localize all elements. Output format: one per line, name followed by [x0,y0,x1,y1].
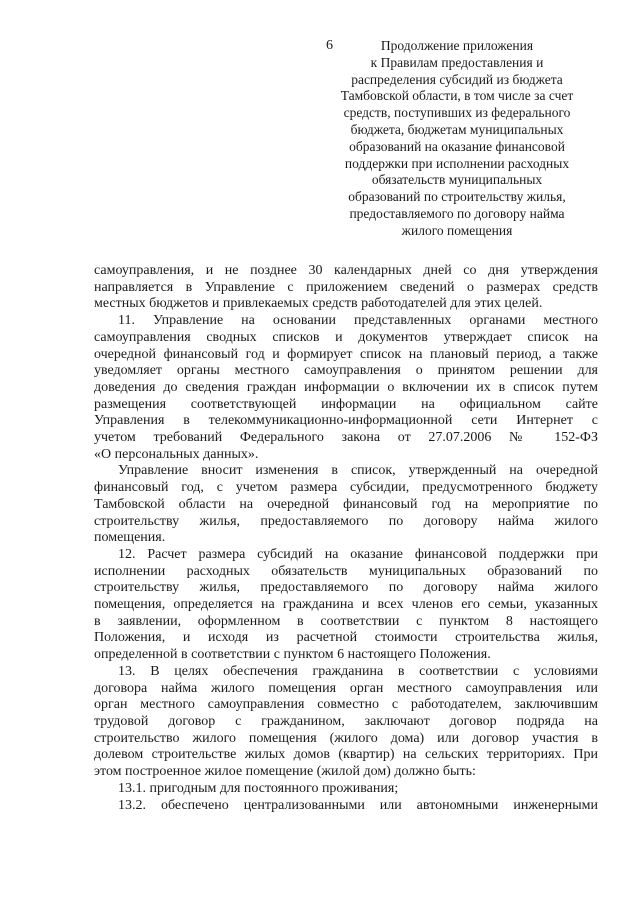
paragraph-line: «О персональных данных». [94,446,259,462]
header-line: поддержки при исполнении расходных [344,155,570,171]
paragraph-line: Тамбовской области на очередной финансовый год на мероприятие по [94,496,598,512]
paragraph-line: 13. В целях обеспечения гражданина в соответствии с условиями [118,663,598,679]
paragraph-line: размещения соответствующей информации на официальном сайте [94,396,598,412]
header-line: к Правилам предоставления и [370,54,544,70]
header-line: распределения субсидий из бюджета [351,71,563,87]
paragraph-line: самоуправления сводных списков и документов утверждает список на [94,329,598,345]
paragraph-line: местных бюджетов и привлекаемых средств работодателей для этих целей. [94,296,543,312]
paragraph-line: строительство жилого помещения (жилого дома) или договор участия в [94,730,598,746]
header-line: образований по строительству жилья, [348,189,566,205]
appendix-header [318,38,596,240]
paragraph-line: Управление вносит изменения в список, утвержденный на очередной [118,463,598,479]
header-line: жилого помещения [401,222,513,238]
header-line: бюджета, бюджетам муниципальных [350,121,564,137]
paragraph-line: учетом требований Федерального закона от 27.07.2006 № 152-ФЗ [94,430,598,446]
paragraph-line: самоуправления, и не позднее 30 календарных дней со дня утверждения [94,263,598,278]
paragraph-line: 12. Расчет размера субсидий на оказание финансовой поддержки при [118,546,598,562]
paragraph-line: очередной финансовый год и формирует список на плановый период, а также [94,346,598,362]
paragraph-line: финансовый год, с учетом размера субсидии, предусмотренного бюджету [94,480,598,496]
paragraph-line: 11. Управление на основании представленных органами местного [118,313,598,329]
page-number: 6 [326,38,333,53]
paragraph-line: уведомляет органы местного самоуправления о принятом решении для [94,363,598,379]
paragraph-line: исполнении расходных обязательств муниципальных образований по [94,563,598,579]
header-line: средств, поступивших из федерального [343,105,571,121]
body-text [94,263,598,814]
header-line: Тамбовской области, в том числе за счет [340,88,574,104]
header-line: Продолжение приложения [380,38,534,53]
paragraph-line: доведения до сведения граждан информации о включении их в список путем [94,379,598,395]
paragraph-line: направляется в Управление с приложением сведений о размерах средств [94,279,598,295]
paragraph-line: договора найма жилого помещения орган местного самоуправления или [94,680,598,696]
paragraph-line: долевом строительстве жилых домов (квартир) на сельских территориях. При [94,747,598,763]
paragraph-line: помещения, определяется на гражданина и всех членов его семьи, указанных [94,597,598,613]
paragraph-line: орган местного самоуправления совместно с работодателем, заключившим [94,697,598,713]
header-line: образований на оказание финансовой [349,138,565,154]
paragraph-line: трудовой договор с гражданином, заключают договор подряда на [94,713,598,729]
paragraph-line: в заявлении, оформленном в соответствии с пунктом 8 настоящего [94,613,598,629]
paragraph-line: 13.2. обеспечено централизованными или автономными инженерными [118,797,598,813]
paragraph-line: Управления в телекоммуникационно-информационной сети Интернет с [94,413,598,429]
header-line: предоставляемого по договору найма [349,205,565,221]
paragraph-line: помещения. [94,530,166,546]
header-line: обязательств муниципальных [371,172,543,188]
paragraph-line: строительству жилья, предоставляемого по договору найма жилого [94,513,598,529]
paragraph-line: 13.1. пригодным для постоянного проживания; [118,780,399,796]
paragraph-line: Положения, и исходя из расчетной стоимости строительства жилья, [94,630,598,646]
paragraph-line: определенной в соответствии с пунктом 6 настоящего Положения. [94,647,491,663]
paragraph-line: строительству жилья, предоставляемого по договору найма жилого [94,580,598,596]
paragraph-line: этом построенное жилое помещение (жилой дом) должно быть: [94,764,476,780]
